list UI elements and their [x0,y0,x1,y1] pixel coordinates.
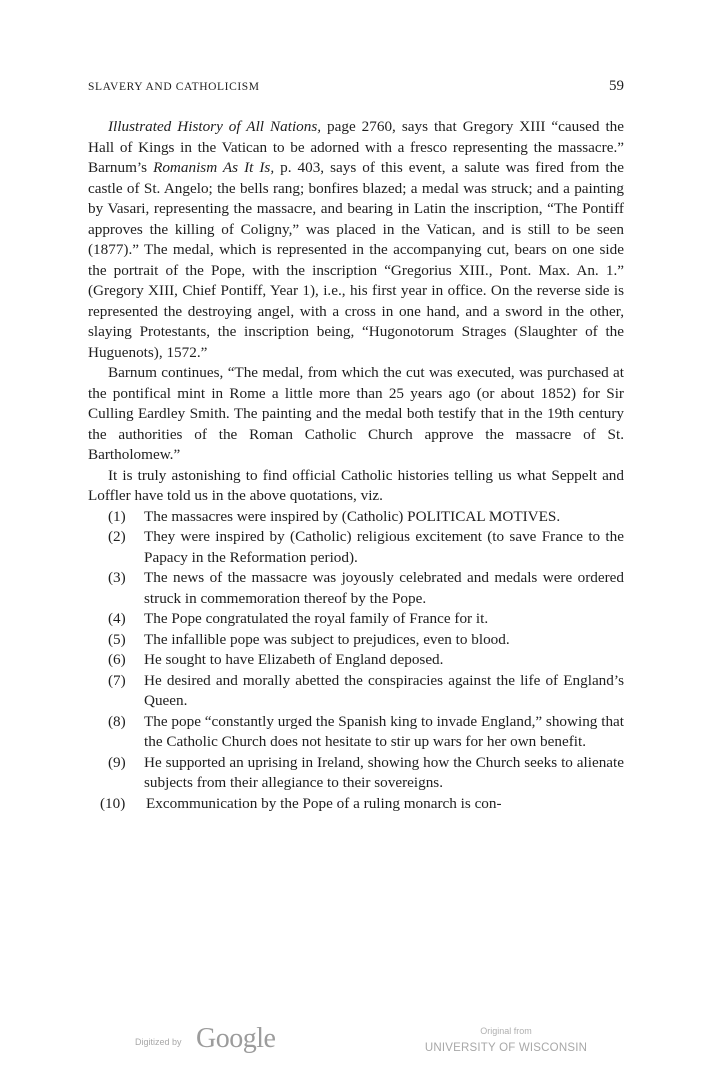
page-number: 59 [609,78,624,94]
list-item-text: The pope “constantly urged the Spanish king to invade England,” showing that the Catholic Church does not hesitate to stir up wars for her own benefit. [144,712,624,750]
list-item [88,794,624,815]
text-run: It is truly astonishing to find official Catholic histories telling us what Seppelt and Loffler have told us in the above quotations, viz. [88,466,624,504]
paragraph [88,117,624,363]
list-item [88,650,624,671]
list-item-number: (2) [108,528,126,545]
list-item-text: The infallible pope was subject to prejudices, even to blood. [144,630,510,648]
list-item-number: (5) [108,630,126,648]
text-run: Barnum continues, “The medal, from which the cut was executed, was purchased at the pontifical mint in Rome a little more than 25 years ago (or about 1852) for Sir Culling Eardley Smith. The painting and the medal both testify that in the 19th century the authorities of the Roman Catholic Church approve the massacre of St. Bartholomew.” [88,364,624,463]
text-run: page 2760, says that Gregory XIII “caused the Hall of Kings in the Vatican to be adorned with a fresco representing the massacre.” Barnum’s [88,118,624,176]
list-item-number: (6) [108,651,126,668]
text-run: p. 403, says of this event, a salute was fired from the castle of St. Angelo; the bells rang; bonfires blazed; a medal was struck; and a painting by Vasari, representing the massacre, and bearing in Latin the inscription, “The Pontiff approves the killing of Coligny,” was placed in the Vatican, and is still to be seen (1877).” The medal, which is represented in the accompanying cut, bears on one side the portrait of the Pope, with the inscription “Gregorius XIII., Pont. Max. An. 1.” (Gregory XIII, Chief Pontiff, Year 1), i.e., his first year in office. On the reverse side is represented the destroying angel, with a cross in one hand, and a sword in the other, slaying Protestants, the inscription being, “Hugonotorum Strages (Slaughter of the Huguenots), 1572.” [88,159,624,361]
list-item-number: (8) [108,712,126,730]
running-head [88,78,624,98]
paragraph [88,466,624,507]
body-text [88,117,624,814]
numbered-list [88,507,624,815]
list-item [88,671,624,712]
italic-title: Romanism As It Is, [153,159,275,176]
list-item-number: (1) [108,507,126,525]
list-item-text: He desired and morally abetted the conspiracies against the life of England’s Queen. [144,671,624,709]
university-label: UNIVERSITY OF WISCONSIN [424,1042,588,1054]
list-item-number: (7) [108,671,126,689]
list-item [88,712,624,753]
list-item [88,753,624,794]
list-item [88,609,624,630]
list-item-number: (3) [108,569,126,586]
list-item-text: He supported an uprising in Ireland, showing how the Church seeks to alienate subjects from their allegiance to their sovereigns. [144,753,624,791]
list-item [88,527,624,568]
google-logo: Google [196,1023,276,1054]
list-item [88,568,624,609]
list-item-number: (10) [100,794,126,812]
footer [0,1022,711,1062]
list-item [88,507,624,528]
list-item-text: The massacres were inspired by (Catholic) POLITICAL MOTIVES. [144,507,561,525]
paragraph [88,363,624,466]
paragraphs [88,117,624,507]
list-item-text: He sought to have Elizabeth of England deposed. [144,651,444,668]
list-item-number: (4) [108,610,126,627]
list-item-text: They were inspired by (Catholic) religious excitement (to save France to the Papacy in the Reformation period). [144,528,624,566]
list-item [88,630,624,651]
list-item-text: The Pope congratulated the royal family of France for it. [144,610,489,627]
list-item-text: Excommunication by the Pope of a ruling monarch is con- [146,794,502,812]
list-item-text: The news of the massacre was joyously celebrated and medals were ordered struck in commemoration thereof by the Pope. [144,569,624,607]
list-item-number: (9) [108,753,126,771]
digitized-by-label: Digitized by [135,1037,182,1047]
running-title: SLAVERY AND CATHOLICISM [88,81,260,93]
italic-title: Illustrated History of All Nations, [108,118,322,135]
original-from-label: Original from [480,1026,532,1036]
